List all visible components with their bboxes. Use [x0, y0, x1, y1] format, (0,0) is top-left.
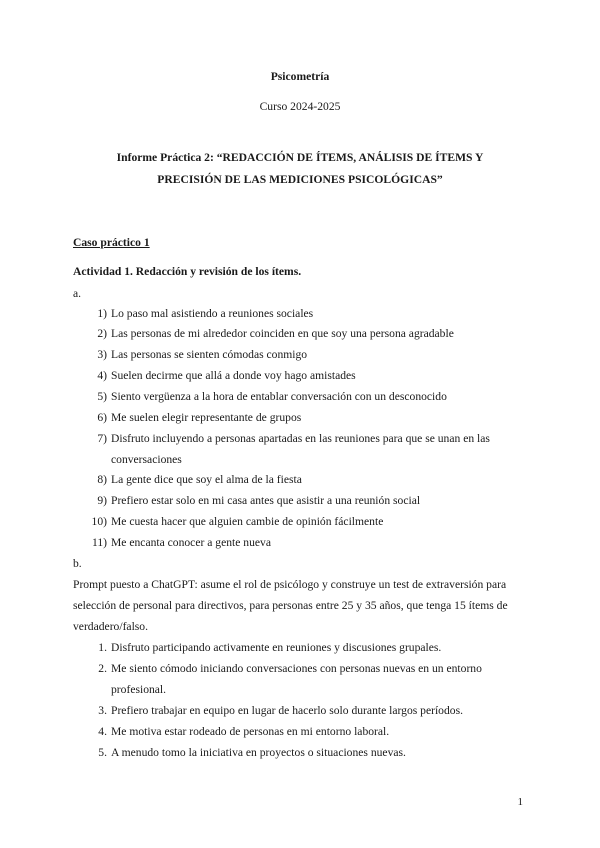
list-item: 6) Me suelen elegir representante de grupos	[97, 411, 302, 424]
list-item: 5) Siento vergüenza a la hora de entablar conversación con un desconocido	[97, 390, 447, 403]
subject-title: Psicometría	[270, 70, 330, 83]
course-year: Curso 2024-2025	[259, 100, 341, 113]
list-item: 1) Lo paso mal asistiendo a reuniones sociales	[97, 307, 314, 320]
list-item: 8) La gente dice que soy el alma de la fiesta	[97, 473, 302, 486]
prompt-text-line-3: verdadero/falso.	[73, 620, 149, 633]
list-item-continuation: profesional.	[111, 683, 167, 696]
list-item: 11) Me encanta conocer a gente nueva	[91, 536, 271, 549]
list-item: 1. Disfruto participando activamente en reuniones y discusiones grupales.	[98, 641, 442, 654]
list-item: 5. A menudo tomo la iniciativa en proyectos o situaciones nuevas.	[98, 746, 406, 759]
list-item: 9) Prefiero estar solo en mi casa antes que asistir a una reunión social	[97, 494, 421, 507]
list-item: 2) Las personas de mi alrededor coinciden en que soy una persona agradable	[97, 327, 454, 340]
activity-heading: Actividad 1. Redacción y revisión de los ítems.	[73, 265, 302, 278]
list-item-continuation: conversaciones	[111, 453, 182, 466]
case-heading: Caso práctico 1	[73, 236, 150, 249]
part-b-label: b.	[73, 557, 82, 570]
list-item: 2. Me siento cómodo iniciando conversaciones con personas nuevas en un entorno	[98, 662, 482, 675]
list-item: 7) Disfruto incluyendo a personas apartadas en las reuniones para que se unan en las	[97, 432, 490, 445]
list-item: 10) Me cuesta hacer que alguien cambie de opinión fácilmente	[91, 515, 384, 528]
list-item: 4. Me motiva estar rodeado de personas en mi entorno laboral.	[98, 725, 390, 738]
list-item: 3) Las personas se sienten cómodas conmigo	[97, 348, 308, 361]
report-title-line-2: PRECISIÓN DE LAS MEDICIONES PSICOLÓGICAS”	[157, 173, 443, 186]
part-a-label: a.	[73, 287, 82, 300]
page-number: 1	[517, 796, 523, 808]
prompt-text-line-2: selección de personal para directivos, para personas entre 25 y 35 años, que tenga 15 ítems de	[73, 599, 508, 612]
prompt-text-line-1: Prompt puesto a ChatGPT: asume el rol de psicólogo y construye un test de extraversión para	[73, 578, 507, 591]
list-item: 4) Suelen decirme que allá a donde voy hago amistades	[97, 369, 356, 382]
report-title-line-1: Informe Práctica 2: “REDACCIÓN DE ÍTEMS, ANÁLISIS DE ÍTEMS Y	[116, 151, 484, 164]
list-item: 3. Prefiero trabajar en equipo en lugar de hacerlo solo durante largos períodos.	[98, 704, 463, 717]
